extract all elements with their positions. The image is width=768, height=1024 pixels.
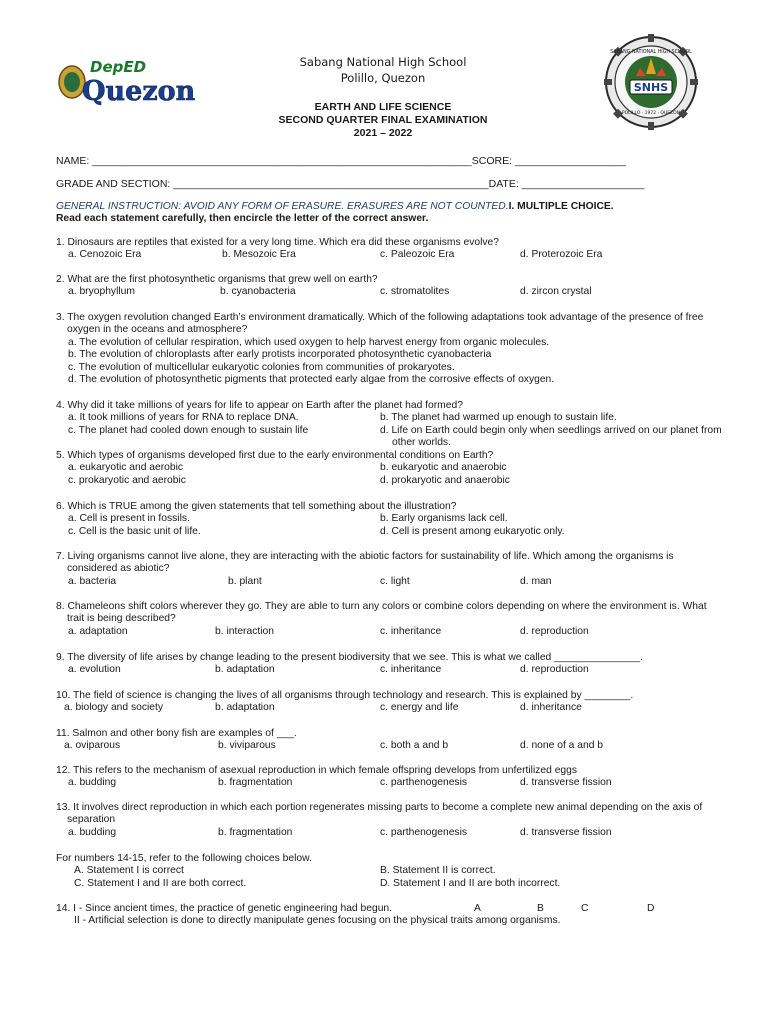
options bbox=[56, 576, 716, 588]
choices-list bbox=[56, 865, 716, 890]
option-b[interactable]: b. fragmentation bbox=[218, 826, 293, 838]
question-11 bbox=[56, 728, 716, 753]
question-stem: 9. The diversity of life arises by change leading to the present biodiversity that we see. This is what we called _______________. bbox=[56, 652, 643, 663]
option-b[interactable]: b. viviparous bbox=[218, 740, 276, 752]
svg-text:DepED: DepED bbox=[90, 58, 147, 76]
option-d[interactable]: d. none of a and b bbox=[520, 740, 604, 752]
exam-title-block bbox=[230, 101, 536, 140]
svg-text:Quezon: Quezon bbox=[82, 76, 196, 107]
question-stem: 1. Dinosaurs are reptiles that existed for a very long time. Which era did these organisms evolve? bbox=[56, 237, 499, 248]
option-a[interactable]: a. budding bbox=[68, 777, 117, 789]
choice-c: C. Statement I and II are both correct. bbox=[74, 877, 247, 889]
instruction-line: Read each statement carefully, then encircle the letter of the correct answer. bbox=[56, 213, 429, 224]
options bbox=[56, 513, 716, 538]
question-14 bbox=[56, 903, 716, 928]
question-9 bbox=[56, 652, 716, 677]
option-b[interactable]: b. adaptation bbox=[215, 702, 275, 714]
school-seal-logo bbox=[590, 34, 712, 130]
choice-b: B. Statement II is correct. bbox=[380, 865, 496, 877]
option-a[interactable]: a. budding bbox=[68, 826, 117, 838]
option-d[interactable]: d. reproduction bbox=[520, 625, 589, 637]
options bbox=[56, 827, 716, 839]
option-c[interactable]: c. Cell is the basic unit of life. bbox=[68, 525, 201, 537]
option-c[interactable]: c. both a and b bbox=[380, 740, 449, 752]
question-1 bbox=[56, 237, 716, 262]
option-c[interactable]: c. prokaryotic and aerobic bbox=[68, 474, 186, 486]
deped-quezon-logo bbox=[56, 50, 196, 112]
question-10 bbox=[56, 690, 716, 715]
option-a[interactable]: a. adaptation bbox=[68, 625, 128, 637]
question-stem: 12. This refers to the mechanism of asexual reproduction in which female offspring develops from unfertilized eggs bbox=[56, 765, 578, 776]
school-header bbox=[230, 54, 536, 86]
option-c[interactable]: c. stromatolites bbox=[380, 286, 450, 298]
option-c[interactable]: c. inheritance bbox=[380, 664, 442, 676]
question-8 bbox=[56, 601, 716, 638]
svg-text:POLILLO · 1972 · QUEZON: POLILLO · 1972 · QUEZON bbox=[621, 111, 681, 116]
question-stem: 4. Why did it take millions of years for life to appear on Earth after the planet had formed? bbox=[56, 400, 463, 411]
option-d[interactable]: d. man bbox=[520, 575, 552, 587]
answer-a[interactable]: A bbox=[474, 903, 481, 914]
question-stem: 7. Living organisms cannot live alone, they are interacting with the abiotic factors for sustainability of life. Which among the organisms is considered as abiotic? bbox=[56, 551, 674, 575]
part-title: I. MULTIPLE CHOICE. bbox=[508, 201, 614, 212]
school-name: Sabang National High School bbox=[299, 55, 467, 69]
option-d[interactable]: d. zircon crystal bbox=[520, 286, 592, 298]
option-c[interactable]: c. The planet had cooled down enough to sustain life bbox=[68, 424, 309, 436]
option-b[interactable]: b. adaptation bbox=[215, 664, 275, 676]
option-a[interactable]: a. oviparous bbox=[64, 740, 121, 752]
options bbox=[56, 664, 716, 676]
exam-title: SECOND QUARTER FINAL EXAMINATION bbox=[278, 114, 488, 126]
answer-c[interactable]: C bbox=[581, 903, 589, 914]
question-stem: 13. It involves direct reproduction in which each portion regenerates missing parts to become a complete new animal depending on the axis of separation bbox=[56, 802, 703, 826]
option-a[interactable]: a. evolution bbox=[68, 664, 121, 676]
option-c[interactable]: c. inheritance bbox=[380, 625, 442, 637]
option-d[interactable]: d. reproduction bbox=[520, 664, 589, 676]
option-c[interactable]: c. energy and life bbox=[380, 702, 459, 714]
question-6 bbox=[56, 501, 716, 538]
option-b[interactable]: b. plant bbox=[228, 575, 262, 587]
options bbox=[56, 740, 716, 752]
option-c[interactable]: c. parthenogenesis bbox=[380, 826, 468, 838]
option-c[interactable]: c. The evolution of multicellular eukaryotic colonies from communities of prokaryotes. bbox=[68, 361, 455, 373]
choices-intro: For numbers 14-15, refer to the following choices below. bbox=[56, 853, 312, 864]
option-d[interactable]: d. Proterozoic Era bbox=[520, 249, 603, 261]
question-13 bbox=[56, 802, 716, 839]
svg-text:SNHS: SNHS bbox=[633, 81, 669, 94]
question-stem: 6. Which is TRUE among the given statements that tell something about the illustration? bbox=[56, 501, 457, 512]
options bbox=[56, 249, 716, 261]
question-7 bbox=[56, 551, 716, 588]
question-14-line bbox=[56, 903, 716, 915]
option-a[interactable]: a. The evolution of cellular respiration, which used oxygen to help harvest energy from organic molecules. bbox=[68, 336, 550, 348]
options bbox=[56, 412, 722, 449]
options bbox=[56, 702, 716, 714]
option-d[interactable]: d. prokaryotic and anaerobic bbox=[380, 474, 510, 486]
option-c[interactable]: c. Paleozoic Era bbox=[380, 249, 455, 261]
name-score-field[interactable]: NAME: _________________________________________________________________SCORE: ___________________ bbox=[56, 155, 626, 167]
instructions bbox=[56, 201, 716, 225]
option-d[interactable]: d. transverse fission bbox=[520, 826, 612, 838]
statement-1: 14. I - Since ancient times, the practice of genetic engineering had begun. bbox=[56, 903, 393, 914]
option-a[interactable]: a. bryophyllum bbox=[68, 286, 135, 298]
option-d[interactable]: d. The evolution of photosynthetic pigments that protected early algae from the corrosive effects of oxygen. bbox=[68, 374, 555, 386]
answer-b[interactable]: B bbox=[537, 903, 544, 914]
options bbox=[56, 626, 716, 638]
general-instruction: GENERAL INSTRUCTION: AVOID ANY FORM OF ERASURE. ERASURES ARE NOT COUNTED. bbox=[56, 201, 509, 212]
option-b[interactable]: b. Mesozoic Era bbox=[222, 249, 296, 261]
question-stem: 8. Chameleons shift colors wherever they go. They are able to turn any colors or combine colors depending on where the environment is. What trait is being described? bbox=[56, 601, 707, 625]
option-a[interactable]: a. Cenozoic Era bbox=[68, 249, 142, 261]
option-b[interactable]: b. fragmentation bbox=[218, 777, 293, 789]
svg-text:SABANG NATIONAL HIGH SCHOOL: SABANG NATIONAL HIGH SCHOOL bbox=[610, 50, 692, 55]
question-2 bbox=[56, 274, 716, 299]
option-d[interactable]: d. inheritance bbox=[520, 702, 582, 714]
choices-block bbox=[56, 853, 716, 890]
options bbox=[56, 286, 716, 298]
grade-date-field[interactable]: GRADE AND SECTION: ______________________________________________________DATE: _____________________ bbox=[56, 178, 645, 190]
question-stem: 11. Salmon and other bony fish are examples of ___. bbox=[56, 728, 297, 739]
option-a[interactable]: a. bacteria bbox=[68, 575, 117, 587]
school-year: 2021 – 2022 bbox=[353, 127, 413, 139]
option-d[interactable]: d. transverse fission bbox=[520, 777, 612, 789]
option-c[interactable]: c. parthenogenesis bbox=[380, 777, 468, 789]
option-b[interactable]: b. interaction bbox=[215, 625, 274, 637]
question-3 bbox=[56, 312, 716, 386]
options bbox=[56, 777, 716, 789]
option-a[interactable]: a. Cell is present in fossils. bbox=[68, 513, 190, 525]
question-stem: 3. The oxygen revolution changed Earth’s environment dramatically. Which of the following adaptations took advantage of the presence of free oxygen in the oceans and atmosphere? bbox=[56, 312, 704, 336]
option-b[interactable]: b. Early organisms lack cell. bbox=[380, 513, 508, 525]
option-a[interactable]: a. biology and society bbox=[64, 702, 164, 714]
choice-d: D. Statement I and II are both incorrect. bbox=[380, 877, 561, 889]
option-a[interactable]: a. eukaryotic and aerobic bbox=[68, 462, 184, 474]
statement-2: II - Artificial selection is done to directly manipulate genes focusing on the physical traits among organisms. bbox=[74, 915, 561, 927]
question-5 bbox=[56, 450, 716, 487]
option-a[interactable]: a. It took millions of years for RNA to replace DNA. bbox=[68, 412, 299, 424]
choice-a: A. Statement I is correct bbox=[74, 865, 184, 877]
question-12 bbox=[56, 765, 716, 790]
question-stem: 5. Which types of organisms developed first due to the early environmental conditions on Earth? bbox=[56, 450, 494, 461]
subject-title: EARTH AND LIFE SCIENCE bbox=[314, 101, 452, 113]
option-c[interactable]: c. light bbox=[380, 575, 410, 587]
question-4 bbox=[56, 400, 722, 449]
answer-d[interactable]: D bbox=[647, 903, 655, 914]
question-stem: 2. What are the first photosynthetic organisms that grew well on earth? bbox=[56, 274, 378, 285]
option-d[interactable]: d. Cell is present among eukaryotic only. bbox=[380, 525, 565, 537]
school-location: Polillo, Quezon bbox=[340, 71, 426, 85]
options bbox=[56, 462, 716, 487]
option-b[interactable]: b. The planet had warmed up enough to sustain life. bbox=[380, 412, 617, 424]
option-b[interactable]: b. eukaryotic and anaerobic bbox=[380, 462, 507, 474]
option-d[interactable]: d. Life on Earth could begin only when seedlings arrived on our planet from other worlds. bbox=[380, 424, 722, 449]
option-b[interactable]: b. The evolution of chloroplasts after early protists incorporated photosynthetic cyanobacteria bbox=[68, 349, 492, 361]
option-b[interactable]: b. cyanobacteria bbox=[220, 286, 296, 298]
question-stem: 10. The field of science is changing the lives of all organisms through technology and research. This is explained by ________. bbox=[56, 690, 634, 701]
